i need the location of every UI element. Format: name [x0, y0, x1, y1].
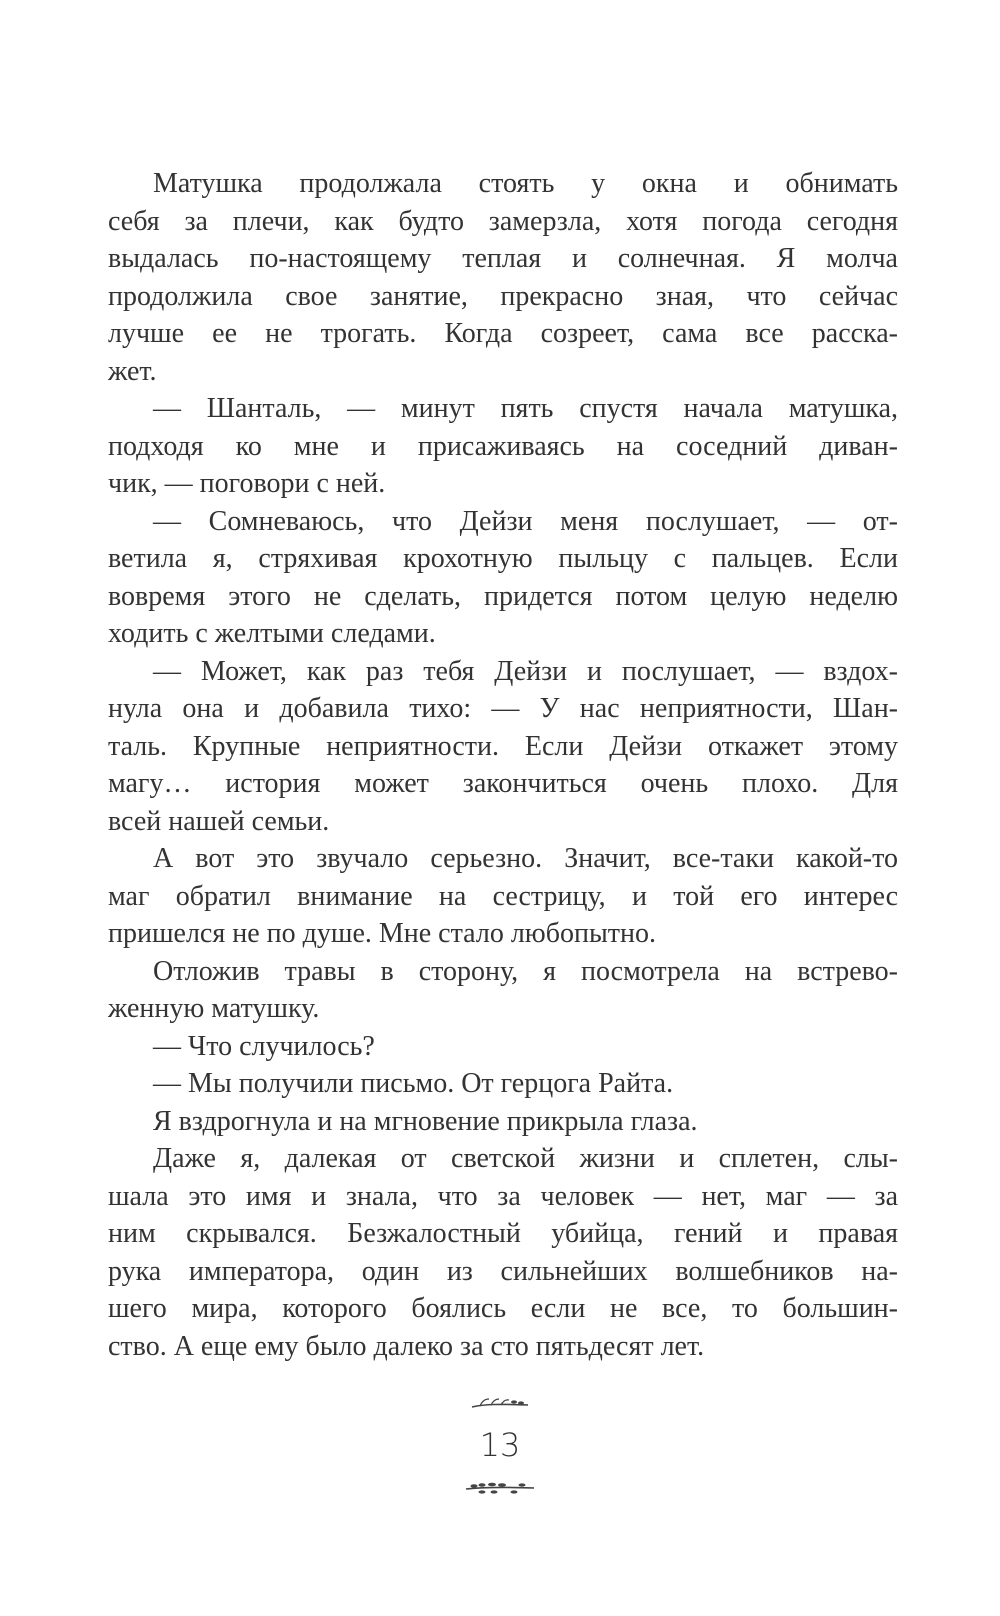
- text-line: женную матушку.: [108, 993, 320, 1024]
- text-line: А вот это звучало серьезно. Значит, все-таки какой-то: [153, 843, 898, 874]
- text-line: нула она и добавила тихо: — У нас неприятности, Шан-: [108, 693, 898, 724]
- text-line: ство. А еще ему было далеко за сто пятьдесят лет.: [108, 1330, 705, 1362]
- text-line: Матушка продолжала стоять у окна и обнимать: [153, 168, 898, 199]
- text-line: ходить с желтыми следами.: [108, 618, 436, 649]
- page-body: [108, 165, 898, 1365]
- vine-ornament-top-icon: [470, 1395, 530, 1415]
- text-line: пришелся не по душе. Мне стало любопытно.: [108, 918, 656, 949]
- text-line: — Что случилось?: [153, 1030, 375, 1062]
- text-line: — Шанталь, — минут пять спустя начала матушка,: [153, 393, 898, 424]
- text-line: маг обратил внимание на сестрицу, и той его интерес: [108, 880, 898, 912]
- text-line: лучше ее не трогать. Когда созреет, сама все расска-: [108, 318, 898, 349]
- text-line: выдалась по-настоящему теплая и солнечная. Я молча: [108, 243, 898, 274]
- text-line: шала это имя и знала, что за человек — нет, маг — за: [108, 1180, 898, 1212]
- text-line: магу… история может закончиться очень плохо. Для: [108, 768, 898, 799]
- text-line: вовремя этого не сделать, придется потом целую неделю: [108, 580, 898, 612]
- text-line: Отложив травы в сторону, я посмотрела на встрево-: [153, 955, 898, 987]
- text-line: рука императора, один из сильнейших волшебников на-: [108, 1255, 898, 1287]
- text-line: Я вздрогнула и на мгновение прикрыла глаза.: [153, 1105, 698, 1137]
- text-line: продолжила свое занятие, прекрасно зная, что сейчас: [108, 280, 898, 312]
- text-line: шего мира, которого боялись если не все, то большин-: [108, 1293, 898, 1324]
- text-line: подходя ко мне и присаживаясь на соседний диван-: [108, 430, 898, 462]
- text-line: себя за плечи, как будто замерзла, хотя погода сегодня: [108, 205, 898, 237]
- text-line: чик, — поговори с ней.: [108, 468, 386, 499]
- vine-ornament-bottom-icon: [464, 1477, 536, 1499]
- text-line: — Сомневаюсь, что Дейзи меня послушает, — от-: [153, 505, 898, 537]
- text-line: всей нашей семьи.: [108, 805, 330, 837]
- text-line: ветила я, стряхивая крохотную пыльцу с пальцев. Если: [108, 543, 898, 574]
- text-line: таль. Крупные неприятности. Если Дейзи откажет этому: [108, 730, 898, 762]
- page-number: 13: [479, 1426, 521, 1464]
- text-line: жет.: [108, 355, 157, 387]
- text-line: — Может, как раз тебя Дейзи и послушает, — вздох-: [153, 655, 898, 687]
- text-line: — Мы получили письмо. От герцога Райта.: [153, 1068, 674, 1099]
- text-line: Даже я, далекая от светской жизни и сплетен, слы-: [153, 1143, 898, 1174]
- page-footer: [0, 1395, 1000, 1505]
- text-line: ним скрывался. Безжалостный убийца, гений и правая: [108, 1218, 898, 1249]
